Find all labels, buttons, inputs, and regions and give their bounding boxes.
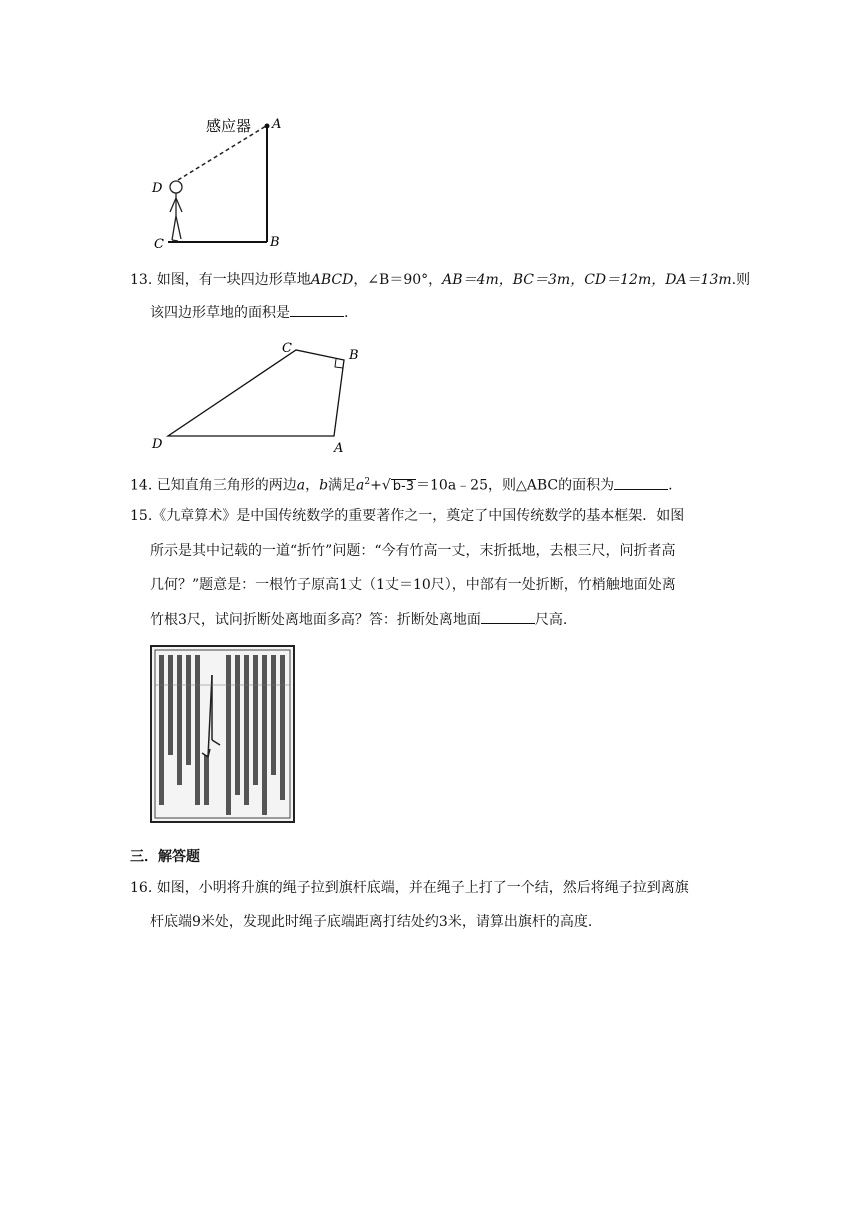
quadrilateral-figure xyxy=(146,336,376,456)
q16-line2: 杆底端9米处，发现此时绳子底端距离打结处约3米，请算出旗杆的高度. xyxy=(150,914,593,930)
label-C: C xyxy=(282,341,292,356)
q16-line1: 16. 如图，小明将升旗的绳子拉到旗杆底端，并在绳子上打了一个结，然后将绳子拉到离旗 xyxy=(130,880,689,896)
sensor-figure xyxy=(140,108,300,253)
ancient-book-image xyxy=(150,645,295,823)
q15-line1: 15.《九章算术》是中国传统数学的重要著作之一，奠定了中国传统数学的基本框架．如图 xyxy=(130,508,685,524)
q15-line4: 竹根3尺，试问折断处离地面多高？答：折断处离地面 尺高. xyxy=(150,612,568,628)
label-B: B xyxy=(270,235,280,250)
q14-line: 14. 已知直角三角形的两边a，b满足$a^2+√$ b-3 ＝10a﹣25，则△ABC的面积为 . xyxy=(130,477,673,494)
q15-number: 15. xyxy=(130,508,153,524)
label-D: D xyxy=(152,181,163,196)
quad-ABCD xyxy=(168,350,344,436)
right-angle-mark xyxy=(335,359,343,368)
person-icon xyxy=(170,181,182,241)
q13-line2: 该四边形草地的面积是 . xyxy=(150,305,349,321)
q15-line3: 几何？”题意是：一根竹子原高1丈（1丈＝10尺），中部有一处折断，竹梢触地面处离 xyxy=(150,577,676,593)
answer-blank[interactable] xyxy=(481,611,535,624)
q13-number: 13. xyxy=(130,272,153,288)
q15-line2: 所示是其中记载的一道“折竹”问题：“今有竹高一丈，末折抵地，去根三尺，问折者高 xyxy=(150,543,676,559)
label-B: B xyxy=(349,348,359,363)
answer-blank[interactable] xyxy=(614,477,668,490)
label-sensor: 感应器 xyxy=(206,117,252,135)
q14-number: 14. xyxy=(130,477,153,494)
label-A: A xyxy=(272,117,282,132)
q13-line1: 13. 如图，有一块四边形草地ABCD，∠B＝90°，AB＝4m，BC＝3m，CD＝12m，DA＝13m.则 xyxy=(130,272,751,288)
q16-number: 16. xyxy=(130,880,153,896)
section-title: 三．解答题 xyxy=(130,849,200,865)
label-A: A xyxy=(334,441,344,456)
label-D: D xyxy=(152,437,163,452)
label-C: C xyxy=(154,237,164,252)
answer-blank[interactable] xyxy=(290,304,344,317)
sqrt-expression: b-3 xyxy=(392,478,415,494)
